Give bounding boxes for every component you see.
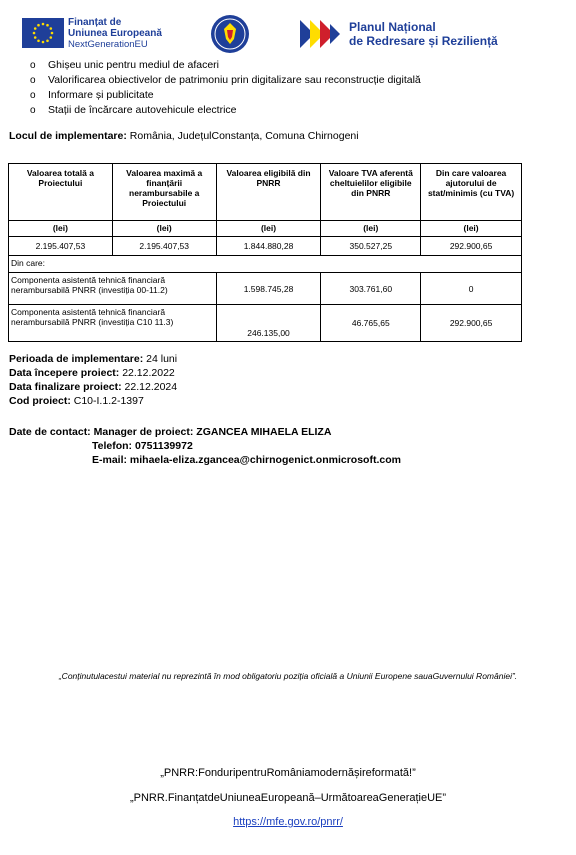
component-label: Componenta asistentă tehnică financiară nerambursabilă PNRR (investiția C10 11.3) [9,305,217,342]
footer-slogan-2: „PNRR.FinanțatdeUniuneaEuropeană–UrmătoareaGenerațieUE” [129,792,447,804]
start-date: Data începere proiect: 22.12.2022 [9,367,175,379]
list-item: o Ghișeu unic pentru mediul de afaceri [30,59,220,71]
component-eligible-cell: 246.135,00 [216,305,321,342]
component-vat-cell: 46.765,65 [321,305,421,342]
component-vat-cell: 303.761,60 [321,273,421,305]
state-aid-cell: 292.900,65 [421,237,522,256]
romanian-government-crest-icon [210,14,250,54]
location-label: Locul de implementare: [9,130,127,142]
pnrr-title [349,20,498,48]
eligible-value-cell: 1.844.880,28 [216,237,321,256]
contact-manager: Date de contact: Manager de proiect: ZGANCEA MIHAELA ELIZA [9,426,332,438]
pnrr-logo-icon [300,20,346,48]
eu-flag-icon [22,18,64,48]
table-header-cell: Valoarea maximă a finanțării nerambursabile a Proiectului [112,164,216,221]
unit-cell: (lei) [112,221,216,237]
table-header-cell: Valoare TVA aferentă cheltuielilor eligibile din PNRR [321,164,421,221]
table-row [9,256,522,273]
unit-cell: (lei) [321,221,421,237]
table-header-row [9,164,522,221]
project-info [9,352,177,408]
contact-email: E-mail: mihaela-eliza.zgancea@chirnogenict.onmicrosoft.com [92,454,401,466]
disclaimer: „Conținutulacestui material nu reprezintă în mod obligatoriu poziția oficială a Uniunii Europene sauaGuvernului României”. [58,671,518,681]
max-financing-cell: 2.195.407,53 [112,237,216,256]
table-row [9,237,522,256]
eu-title-line1: Finanțat de [68,17,122,28]
bullet-marker: o [30,60,36,71]
list-item: o Stații de încărcare autovehicule electrice [30,104,237,116]
unit-cell: (lei) [421,221,522,237]
list-item: o Informare și publicitate [30,89,154,101]
table-row [9,273,522,305]
eu-subtitle: NextGenerationEU [68,39,148,50]
unit-cell: (lei) [216,221,321,237]
implementation-period: Perioada de implementare: 24 luni [9,353,178,365]
contact-details [9,425,401,467]
pnrr-website-link[interactable]: https://mfe.gov.ro/pnrr/ [233,816,343,828]
activity-list [30,58,421,118]
pnrr-title-line2: de Redresare și Reziliență [349,34,498,48]
component-aid-cell: 292.900,65 [421,305,522,342]
pnrr-title-line1: Planul Național [349,20,436,34]
end-date: Data finalizare proiect: 22.12.2024 [9,381,178,393]
table-header-cell: Valoarea totală a Proiectului [9,164,113,221]
eu-funding-text [68,17,162,50]
bullet-marker: o [30,75,36,86]
implementation-location [9,130,359,142]
table-header-cell: Valoarea eligibilă din PNRR [216,164,321,221]
list-item: o Valorificarea obiectivelor de patrimoniu prin digitalizare sau reconstrucție digitală [30,74,421,86]
din-care-label: Din care: [9,256,522,273]
project-code: Cod proiect: C10-I.1.2-1397 [9,395,144,407]
table-row [9,305,522,342]
contact-phone: Telefon: 0751139972 [92,440,193,452]
bullet-marker: o [30,90,36,101]
component-aid-cell: 0 [421,273,522,305]
table-header-cell: Din care valoarea ajutorului de stat/minimis (cu TVA) [421,164,522,221]
unit-cell: (lei) [9,221,113,237]
header-logos [0,14,576,58]
footer-slogan-1: „PNRR:FonduripentruRomâniamodernășireformată!” [160,767,416,779]
component-eligible-cell: 1.598.745,28 [216,273,321,305]
vat-value-cell: 350.527,25 [321,237,421,256]
financial-table [8,163,522,342]
location-value: România, JudețulConstanța, Comuna Chirnogeni [126,130,359,142]
eu-title-line2: Uniunea Europeană [68,28,162,39]
bullet-marker: o [30,105,36,116]
component-label: Componenta asistentă tehnică financiară nerambursabilă PNRR (investiția 00-11.2) [9,273,217,305]
table-unit-row [9,221,522,237]
total-value-cell: 2.195.407,53 [9,237,113,256]
